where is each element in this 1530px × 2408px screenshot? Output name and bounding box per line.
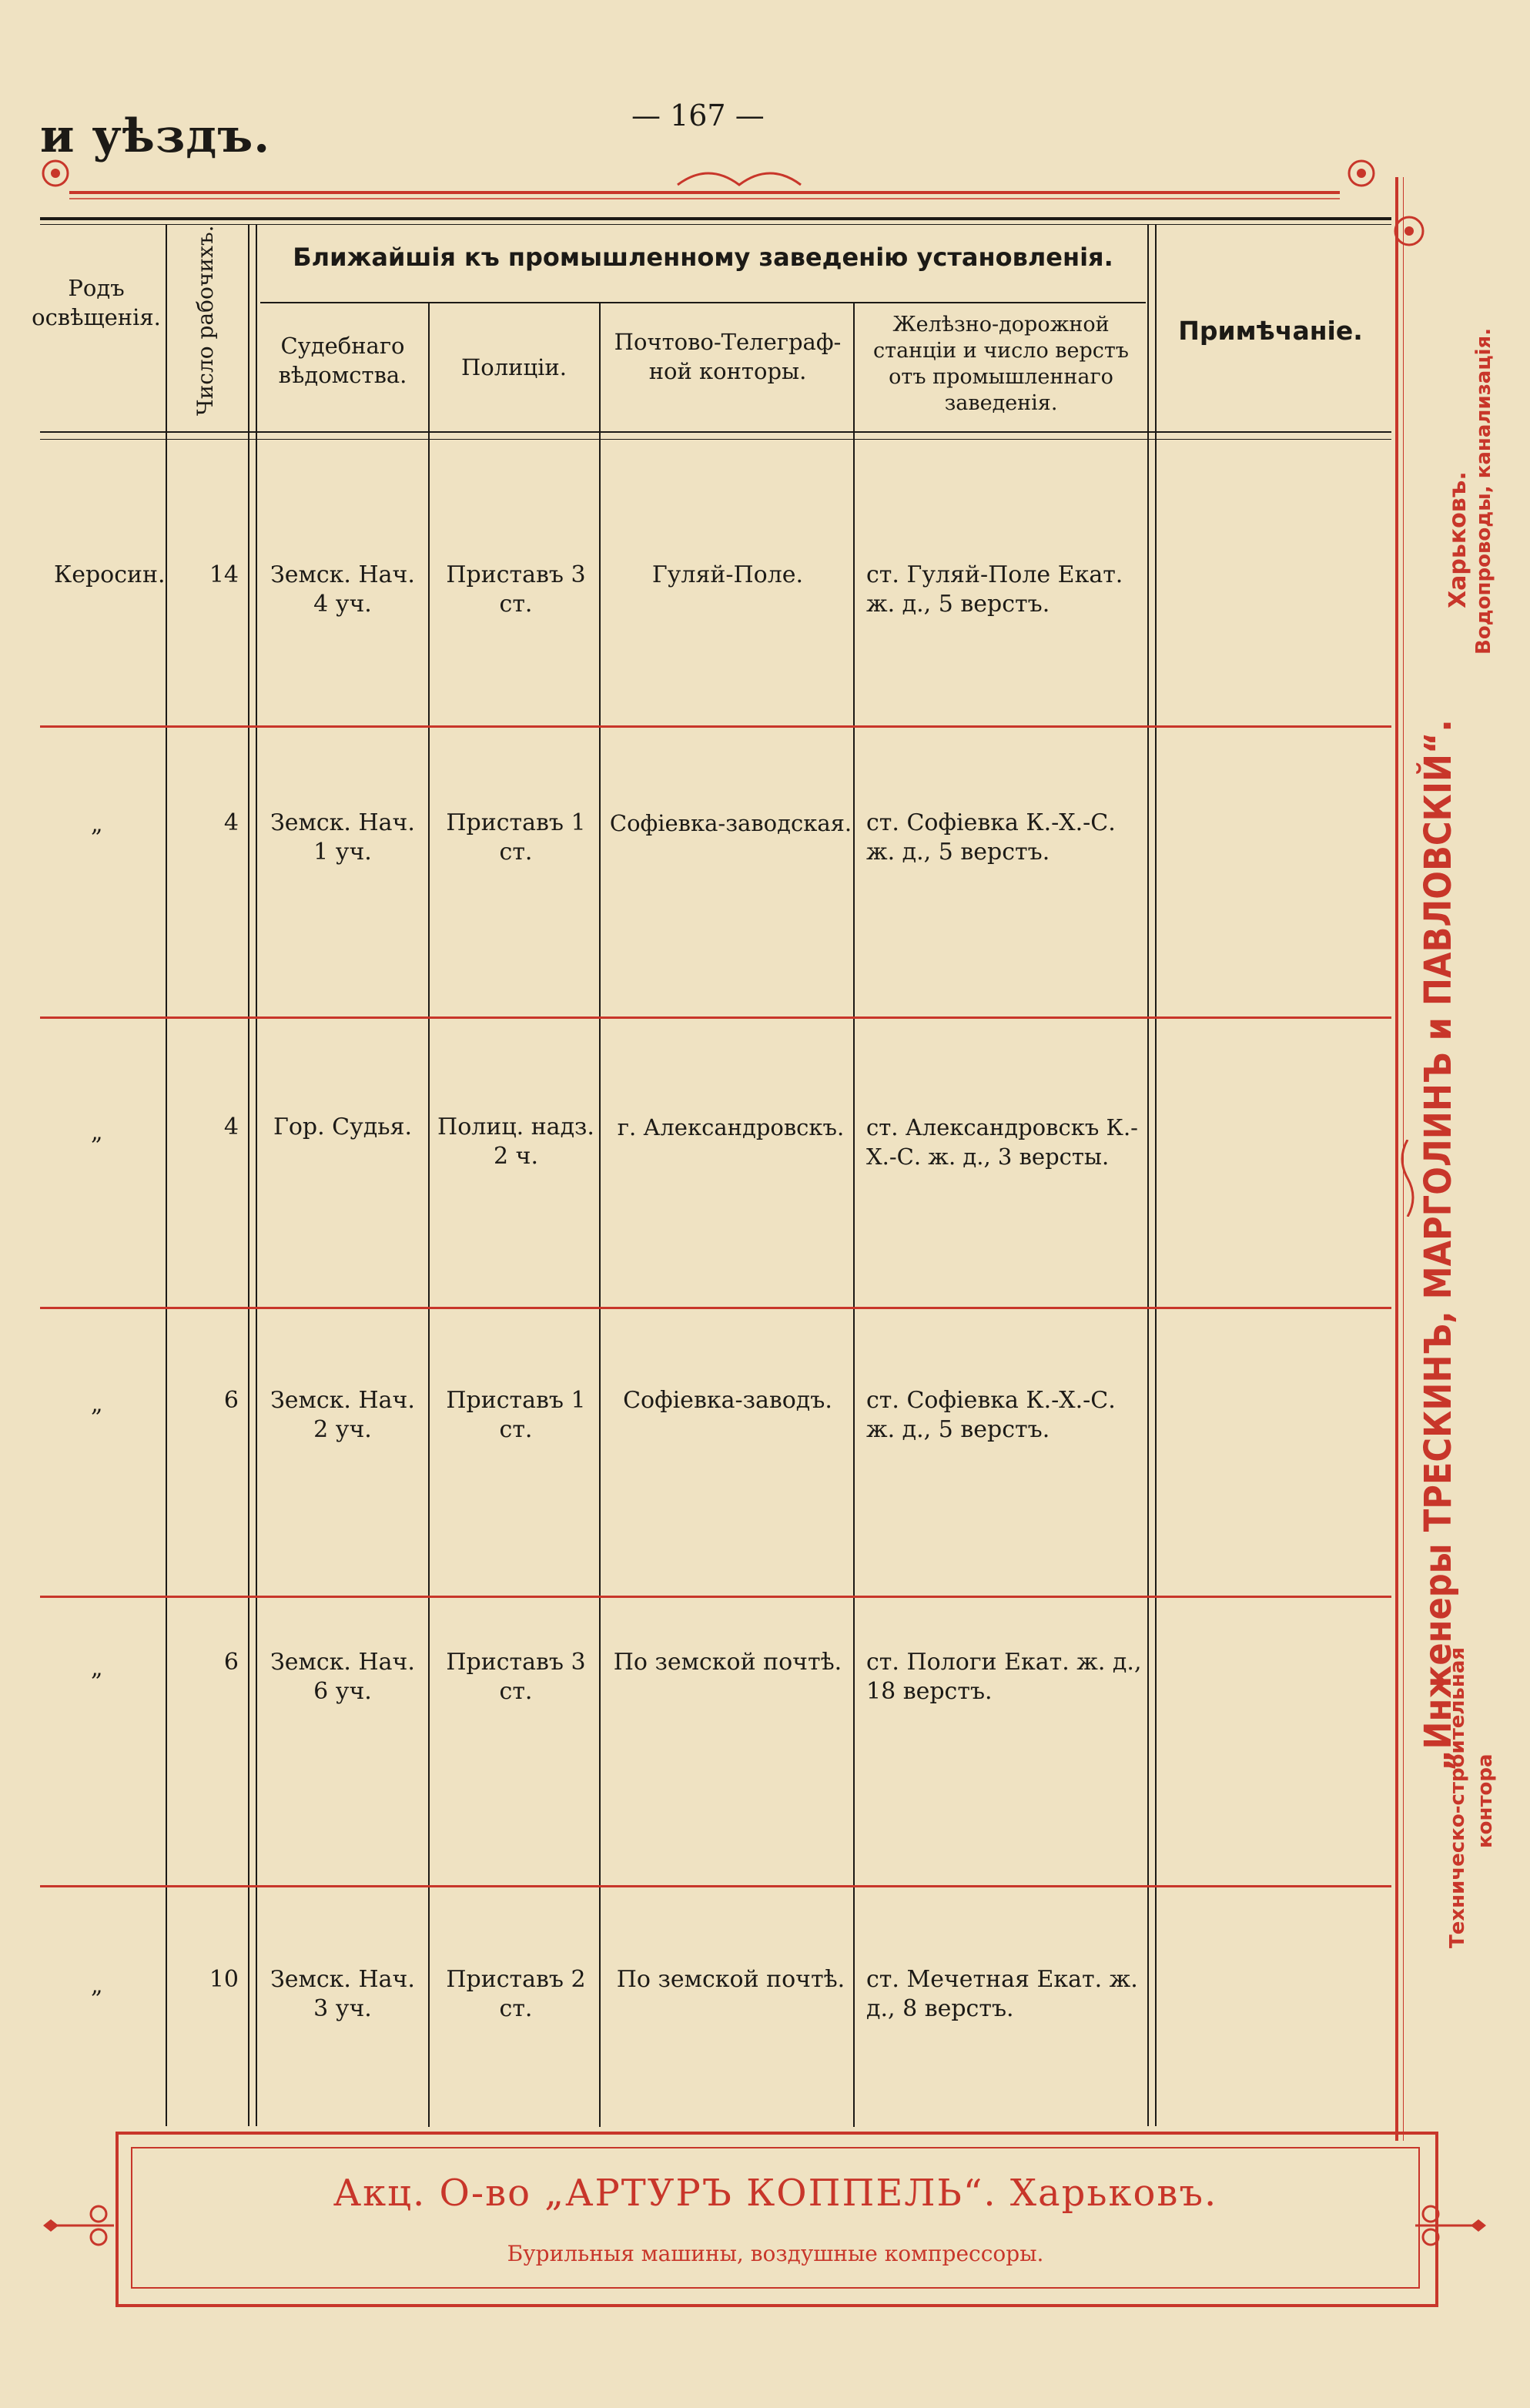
cell-post: Гуляй-Поле. [651, 561, 804, 588]
top-ornament-rule [0, 139, 1530, 208]
cell-post: По земской почтѣ. [613, 1649, 842, 1676]
col-divider-3 [428, 302, 430, 2127]
side-ad-bureau: Техническо-строительная [1446, 1646, 1469, 1948]
row-separator [40, 1016, 1391, 1019]
side-ad-bureau-2: контора [1474, 1753, 1497, 1848]
cell-lighting: „ [91, 1391, 103, 1418]
center-flourish-icon [678, 173, 801, 185]
side-ad-city: Харьковъ. [1445, 471, 1471, 608]
cell-workers: 4 [223, 1114, 239, 1140]
cell-police: Полиц. надз. 2 ч. [437, 1114, 594, 1170]
cell-police: Приставъ 3 ст. [446, 1649, 586, 1705]
header-post-telegraph: Почтово-Телеграф-ной конторы. [614, 329, 842, 384]
cell-railway: ст. Пологи Екат. ж. д., 18 верстъ. [866, 1649, 1142, 1705]
col-divider-2a [248, 224, 249, 2126]
right-corner-flourish-icon [1382, 196, 1436, 266]
cell-workers: 4 [223, 809, 239, 836]
cell-court: Гор. Судья. [273, 1114, 413, 1140]
cell-lighting: „ [91, 811, 103, 838]
page-number: — 167 — [631, 99, 765, 132]
header-notes: Примѣчаніе. [1178, 316, 1363, 346]
cell-post: По земской почтѣ. [616, 1966, 845, 1993]
header-court: Судебнаго вѣдомства. [278, 333, 407, 388]
cell-railway: ст. Мечетная Екат. ж. д., 8 верстъ. [866, 1966, 1138, 2022]
cell-police: Приставъ 1 ст. [446, 1387, 586, 1443]
col-divider-2b [256, 224, 257, 2126]
cell-court: Земск. Нач. 1 уч. [270, 809, 415, 866]
header-police: Полиціи. [461, 354, 567, 380]
row-separator [40, 1596, 1391, 1598]
col-divider-4 [599, 302, 601, 2127]
cell-court: Земск. Нач. 4 уч. [270, 561, 415, 618]
cell-post: Софіевка-заводская. [609, 810, 852, 836]
side-ad-company-title: „Инженеры ТРЕСКИНЪ, МАРГОЛИНЪ и ПАВЛОВСКІЙ“. [1417, 719, 1460, 1771]
cell-railway: ст. Александровскъ К.-Х.-С. ж. д., 3 версты. [866, 1114, 1138, 1170]
group-header-underline [260, 302, 1146, 303]
row-separator [40, 1307, 1391, 1309]
header-bottom-rule-2 [40, 439, 1391, 440]
col-divider-1 [166, 224, 167, 2126]
table-top-rule-2 [40, 224, 1391, 225]
bottom-ad-subtitle: Бурильныя машины, воздушные компрессоры. [507, 2241, 1044, 2266]
header-lighting: Родъ освѣщенія. [32, 275, 161, 330]
header-workers: Число рабочихъ. [193, 225, 218, 416]
cell-court: Земск. Нач. 6 уч. [270, 1649, 415, 1705]
cell-lighting: „ [91, 1972, 103, 1999]
cell-post: Софіевка-заводъ. [623, 1387, 832, 1414]
cell-workers: 6 [223, 1649, 239, 1676]
row-separator [40, 1885, 1391, 1887]
row-separator [40, 725, 1391, 728]
cell-lighting: „ [91, 1655, 103, 1682]
col-divider-6a [1147, 224, 1149, 2126]
bottom-ad-frame-inner [131, 2147, 1420, 2289]
col-divider-5 [853, 302, 855, 2127]
cell-police: Приставъ 2 ст. [446, 1966, 586, 2022]
cell-court: Земск. Нач. 3 уч. [270, 1966, 415, 2022]
page-heading: и уѣздъ. [40, 109, 271, 163]
cell-police: Приставъ 3 ст. [446, 561, 586, 618]
cell-workers: 10 [209, 1966, 239, 1993]
bottom-ad-left-flourish-icon [37, 2199, 114, 2252]
cell-court: Земск. Нач. 2 уч. [270, 1387, 415, 1443]
cell-police: Приставъ 1 ст. [446, 809, 586, 866]
bottom-ad-title: Акц. О-во „АРТУРЪ КОППЕЛЬ“. Харьковъ. [333, 2172, 1218, 2215]
table-top-rule [40, 217, 1391, 220]
side-ad-services: Водопроводы, канализація. [1472, 327, 1495, 655]
cell-post: г. Александровскъ. [617, 1114, 845, 1140]
cell-lighting: „ [91, 1119, 103, 1146]
header-bottom-rule [40, 431, 1391, 433]
cell-railway: ст. Гуляй-Поле Екат. ж. д., 5 верстъ. [866, 561, 1123, 618]
cell-workers: 14 [209, 561, 239, 588]
col-divider-6b [1155, 224, 1157, 2126]
cell-lighting: Керосин. [54, 561, 166, 588]
header-railway-station: Желѣзно-дорожной станціи и число верстъ отъ промышленнаго заведенія. [873, 313, 1129, 415]
cell-workers: 6 [223, 1387, 239, 1414]
cell-railway: ст. Софіевка К.-Х.-С. ж. д., 5 верстъ. [866, 809, 1116, 866]
header-nearest-institutions: Ближайшія къ промышленному заведенію установленія. [293, 243, 1113, 272]
cell-railway: ст. Софіевка К.-Х.-С. ж. д., 5 верстъ. [866, 1387, 1116, 1443]
